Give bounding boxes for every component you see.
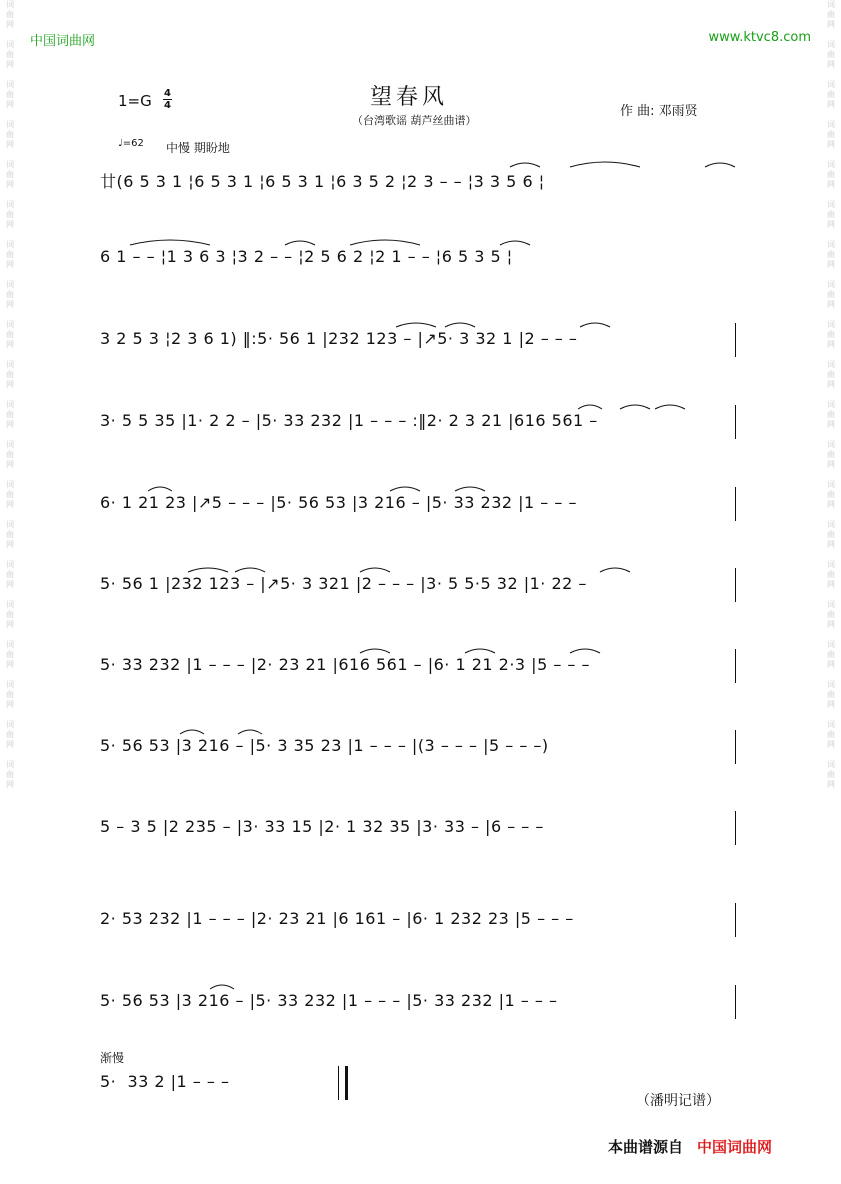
score-row-text: 廿(6 5 3 1 ¦6 5 3 1 ¦6 5 3 1 ¦6 3 5 2 ¦2 3 – – ¦3 3 5 6 ¦ — [100, 172, 545, 191]
score-row-3 — [100, 323, 740, 357]
ritardando-marking: 渐慢 — [100, 1051, 125, 1065]
site-name-left[interactable]: 中国词曲网 — [30, 34, 96, 49]
score-row-4 — [100, 405, 740, 439]
score-row-9 — [100, 811, 740, 845]
score-row-text: 5· 56 53 |3 216 – |5· 33 232 |1 – – – |5· 33 232 |1 – – – — [100, 991, 558, 1010]
score-row-text: 3 2 5 3 ¦2 3 6 1) ‖:5· 56 1 |232 123 – |↗5· 3 32 1 |2 – – – — [100, 329, 578, 348]
tempo-marking: ♩=62 — [118, 138, 144, 149]
score-row-8 — [100, 730, 740, 764]
page-title: 望春风 — [370, 85, 449, 110]
score-row-text: 5· 33 2 |1 – – – — [100, 1072, 230, 1091]
score-row-text: 5· 33 232 |1 – – – |2· 23 21 |616 561 – |6· 1 21 2·3 |5 – – – — [100, 655, 591, 674]
score-row-7 — [100, 649, 740, 683]
expression-marking: 中慢 期盼地 — [166, 141, 230, 155]
score-row-2 — [100, 241, 740, 275]
score-row-text: 6 1 – – ¦1 3 6 3 ¦3 2 – – ¦2 5 6 2 ¦2 1 – – ¦6 5 3 5 ¦ — [100, 247, 513, 266]
page-subtitle: （台湾歌谣 葫芦丝曲谱） — [352, 114, 477, 127]
slur-marks — [100, 985, 740, 1019]
slur-marks — [100, 405, 740, 439]
composer: 作 曲: 邓雨贤 — [620, 104, 698, 119]
time-signature-bottom: 4 — [164, 100, 171, 111]
watermark-left: 词 曲 网 词 曲 网 词 曲 网 词 曲 网 词 曲 网 词 曲 网 词 曲 网 词 曲 网 词 曲 网 词 曲 网 词 曲 网 词 曲 网 词 曲 网 词 曲 网 词 曲 网 词 曲 网 词 曲 网 词 曲 网 词 曲 网 词 曲 网 — [6, 0, 14, 789]
transcriber-credit: （潘明记谱） — [636, 1093, 720, 1109]
score-row-text: 5 – 3 5 |2 235 – |3· 33 15 |2· 1 32 35 |3· 33 – |6 – – – — [100, 817, 544, 836]
score-row-text: 5· 56 53 |3 216 – |5· 3 35 23 |1 – – – |(3 – – – |5 – – –) — [100, 736, 549, 755]
site-url-right[interactable]: www.ktvc8.com — [708, 30, 811, 45]
score-row-6 — [100, 568, 740, 602]
slur-marks — [100, 487, 740, 521]
bar-line — [735, 903, 736, 937]
score-row-1 — [100, 163, 740, 197]
bar-line — [735, 811, 736, 845]
watermark-right: 词 曲 网 词 曲 网 词 曲 网 词 曲 网 词 曲 网 词 曲 网 词 曲 网 词 曲 网 词 曲 网 词 曲 网 词 曲 网 词 曲 网 词 曲 网 词 曲 网 词 曲 网 词 曲 网 词 曲 网 词 曲 网 词 曲 网 词 曲 网 — [827, 0, 835, 789]
score-row-11 — [100, 985, 740, 1019]
final-bar-line — [338, 1066, 348, 1100]
score-row-text: 6· 1 21 23 |↗5 – – – |5· 56 53 |3 216 – |5· 33 232 |1 – – – — [100, 493, 577, 512]
slur-marks — [100, 323, 740, 357]
score-row-10 — [100, 903, 740, 937]
score-row-text: 3· 5 5 35 |1· 2 2 – |5· 33 232 |1 – – – :‖2· 2 3 21 |616 561 – — [100, 411, 598, 430]
source-brand-link[interactable]: 中国词曲网 — [697, 1138, 773, 1156]
score-row-text: 2· 53 232 |1 – – – |2· 23 21 |6 161 – |6· 1 232 23 |5 – – – — [100, 909, 574, 928]
score-row-text: 5· 56 1 |232 123 – |↗5· 3 321 |2 – – – |3· 5 5·5 32 |1· 22 – — [100, 574, 587, 593]
time-signature-top: 4 — [164, 88, 171, 99]
key-signature: 1=G — [118, 92, 152, 110]
source-label: 本曲谱源自 — [608, 1138, 684, 1156]
slur-marks — [100, 241, 740, 275]
slur-marks — [100, 568, 740, 602]
slur-marks — [100, 163, 740, 197]
source-credit — [608, 1136, 772, 1157]
score-row-5 — [100, 487, 740, 521]
slur-marks — [100, 730, 740, 764]
time-signature — [163, 88, 172, 111]
slur-marks — [100, 649, 740, 683]
